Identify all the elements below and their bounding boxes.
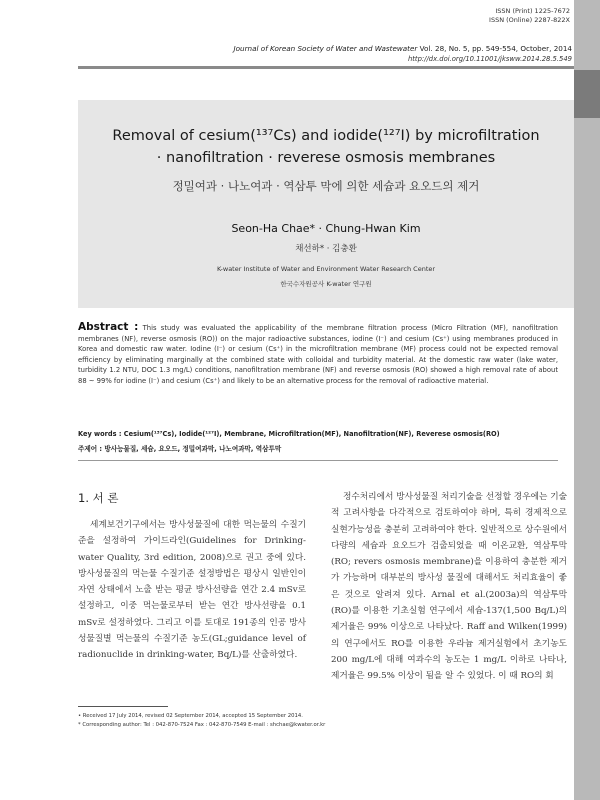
keywords-rule <box>78 460 558 461</box>
abstract-text: This study was evaluated the applicability of the membrane filtration process (Micro Filtration (MF), nanofiltration membranes (NF), reverse osmosis (RO)) on the major radioactive substances, iodine (I⁻) and cesium (Cs⁺) using membranes produced in Korea and domestic raw water. Iodine (I⁻) or cesium (Cs⁺) in the microfiltration membrane (MF) process could not be expected removal efficiency by eliminating marginally at the combined state with colloidal and turbidity material. At the domestic raw water (lake water, turbidity 1.2 NTU, DOC 1.3 mg/L) conditions, nanofiltration membrane (NF) and reverse osmosis (RO) showed a high removal rate of about 88 ~ 99% for iodine (I⁻) and cesium (Cs⁺) and likely to be an alternative process for the removal of radioactive material. <box>78 324 558 385</box>
footnote-corresponding: * Corresponding author: Tel : 042-870-7524 Fax : 042-870-7549 E-mail : shchae@kwater.or.kr <box>78 722 326 728</box>
journal-name: Journal of Korean Society of Water and Wastewater <box>233 44 418 53</box>
footnote-received: • Received 17 July 2014, revised 02 September 2014, accepted 15 September 2014. <box>78 713 303 719</box>
journal-citation <box>234 44 572 53</box>
issn-online: ISSN (Online) 2287-822X <box>489 16 570 24</box>
abstract-label: Abstract : <box>78 321 139 333</box>
keywords-ko: 주제어 : 방사능물질, 세슘, 요오드, 정밀여과막, 나노여과막, 역삼투막 <box>78 445 282 453</box>
title-ko: 정밀여과 · 나노여과 · 역삼투 막에 의한 세슘과 요오드의 제거 <box>172 179 480 193</box>
issn-print: ISSN (Print) 1225-7672 <box>495 7 570 15</box>
affiliation-en: K-water Institute of Water and Environment Water Research Center <box>216 265 436 273</box>
title-en-line1: Removal of cesium(¹³⁷Cs) and iodide(¹²⁷I) by microfiltration <box>112 128 540 144</box>
keywords-en: Key words : Cesium(¹³⁷Cs), Iodide(¹²⁷I), Membrane, Microfiltration(MF), Nanofiltration(NF), Reverese osmosis(RO) <box>78 430 500 438</box>
doi-link[interactable]: http://dx.doi.org/10.11001/jksww.2014.28.5.549 <box>407 55 572 63</box>
footnote-rule <box>78 706 168 707</box>
body-column-left <box>78 490 306 664</box>
body-column-right <box>331 489 567 685</box>
intro-paragraph-right: 정수처리에서 방사성물질 처리기술을 선정할 경우에는 기술적 고려사항을 다각적으로 검토하여야 하며, 특히 경제적으로 실현가능성을 충분히 고려하여야 한다. 일반적으로 상수원에서 다량의 세슘과 요오드가 검출되었을 때 이온교환, 역삼투막(RO; revers osmosis membrane)을 이용하여 충분한 제거가 가능하며 대부분의 방사성 물질에 대해서도 처리효율이 좋은 것으로 알려져 있다. Arnal et al.(2003a)의 역삼투막(RO)를 이용한 기초실험 연구에서 세슘-137(1,500 Bq/L)의 제거율은 99% 이상으로 나타났다. Raff and Wilken(1999)의 연구에서도 RO를 이용한 우라늄 제거실험에서 초기농도 200 mg/L에 대해 여과수의 농도는 1 mg/L 이하로 나타나, 제거율은 99.5% 이상이 됨을 알 수 있었다. 이 때 RO의 회 <box>331 492 567 682</box>
authors-en: Seon-Ha Chae* · Chung-Hwan Kim <box>231 222 421 235</box>
title-en-line2: · nanofiltration · reverese osmosis membranes <box>156 150 496 166</box>
header-rule <box>78 66 574 69</box>
section-heading: 1. 서 론 <box>78 491 119 505</box>
issn-block <box>489 7 570 25</box>
journal-volume: Vol. 28, No. 5, pp. 549-554, October, 2014 <box>419 44 572 53</box>
side-color-bar <box>574 0 600 800</box>
affiliation-ko: 한국수자원공사 K-water 연구원 <box>280 280 372 288</box>
abstract <box>78 322 558 387</box>
intro-paragraph-left: 세계보건기구에서는 방사성물질에 대한 먹는물의 수질기준을 설정하여 가이드라인(Guidelines for Drinking-water Quality, 3rd edition, 2008)으로 권고 중에 있다. 방사성물질의 먹는물 수질기준 설정방법은 평상시 일반인이 자연 상태에서 노출 받는 평균 방사선량을 연간 2.4 mSv로 설정하고, 이중 먹는물로부터 받는 연간 방사선량을 0.1 mSv로 설정하였다. 그리고 이를 토대로 191종의 인공 방사성물질별 먹는물의 수질기준 농도(GL;guidance level of radionuclide in drinking-water, Bq/L)를 산출하였다. <box>78 520 306 661</box>
authors-ko: 채선하* · 김충환 <box>295 244 357 254</box>
footnotes <box>78 712 326 730</box>
side-color-bar-accent <box>574 70 600 118</box>
